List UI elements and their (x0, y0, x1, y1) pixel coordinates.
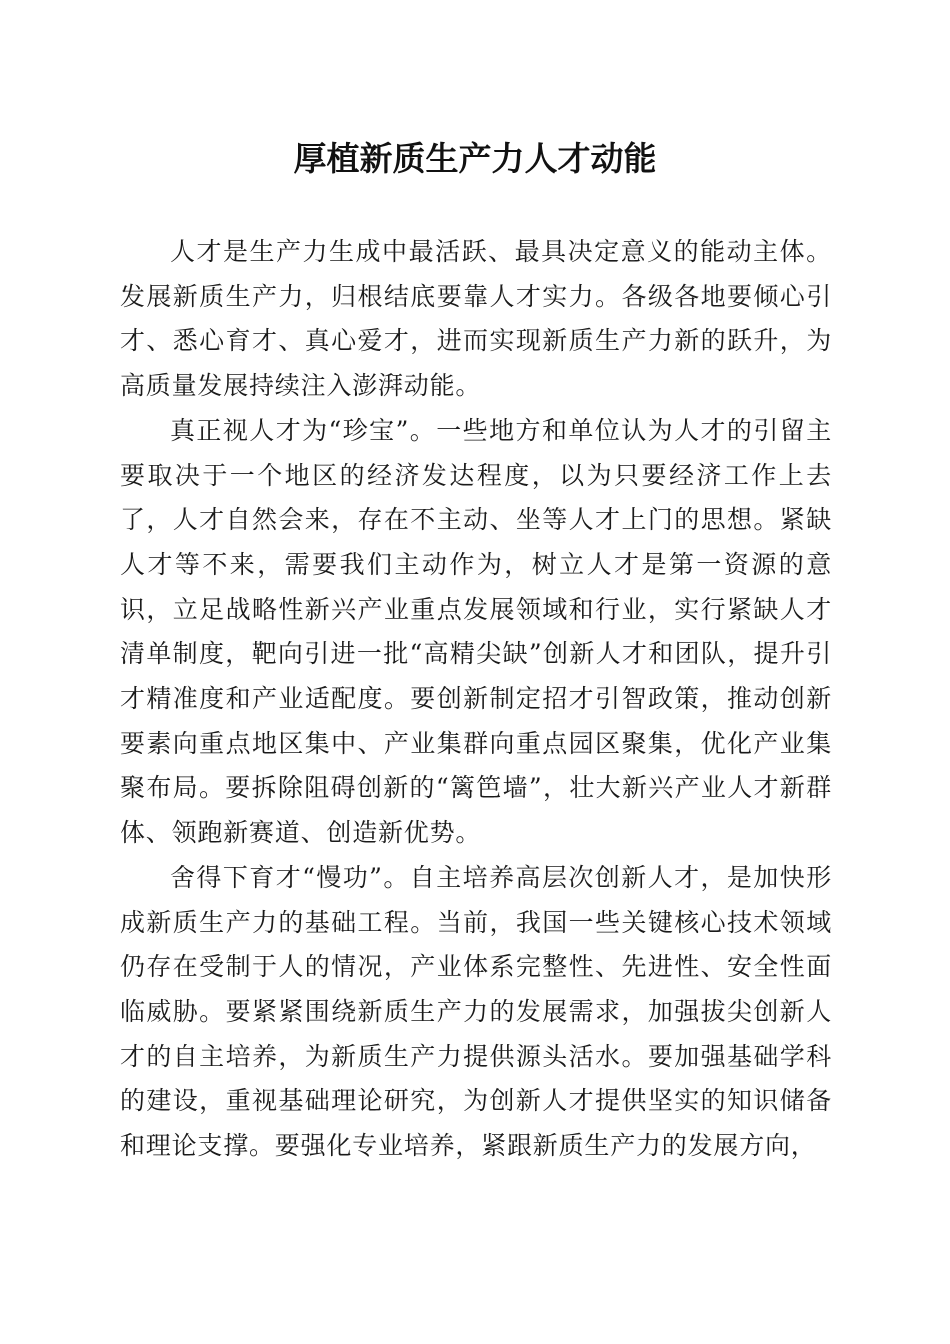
paragraph-2: 真正视人才为“珍宝”。一些地方和单位认为人才的引留主要取决于一个地区的经济发达程度，以为只要经济工作上去了，人才自然会来，存在不主动、坐等人才上门的思想。紧缺人才等不来，需要我们主动作为，树立人才是第一资源的意识，立足战略性新兴产业重点发展领域和行业，实行紧缺人才清单制度，靶向引进一批“高精尖缺”创新人才和团队，提升引才精准度和产业适配度。要创新制定招才引智政策，推动创新要素向重点地区集中、产业集群向重点园区聚集，优化产业集聚布局。要拆除阻碍创新的“篱笆墙”，壮大新兴产业人才新群体、领跑新赛道、创造新优势。 (120, 415, 832, 848)
document-title: 厚植新质生产力人才动能 (293, 139, 657, 178)
paragraph-1: 人才是生产力生成中最活跃、最具决定意义的能动主体。发展新质生产力，归根结底要靠人才实力。各级各地要倾心引才、悉心育才、真心爱才，进而实现新质生产力新的跃升，为高质量发展持续注入澎湃动能。 (120, 237, 832, 401)
paragraph-3: 舍得下育才“慢功”。自主培养高层次创新人才，是加快形成新质生产力的基础工程。当前，我国一些关键核心技术领域仍存在受制于人的情况，产业体系完整性、先进性、安全性面临威胁。要紧紧围绕新质生产力的发展需求，加强拔尖创新人才的自主培养，为新质生产力提供源头活水。要加强基础学科的建设，重视基础理论研究，为创新人才提供坚实的知识储备和理论支撑。要强化专业培养，紧跟新质生产力的发展方向， (120, 862, 832, 1161)
document-body (120, 230, 832, 1169)
